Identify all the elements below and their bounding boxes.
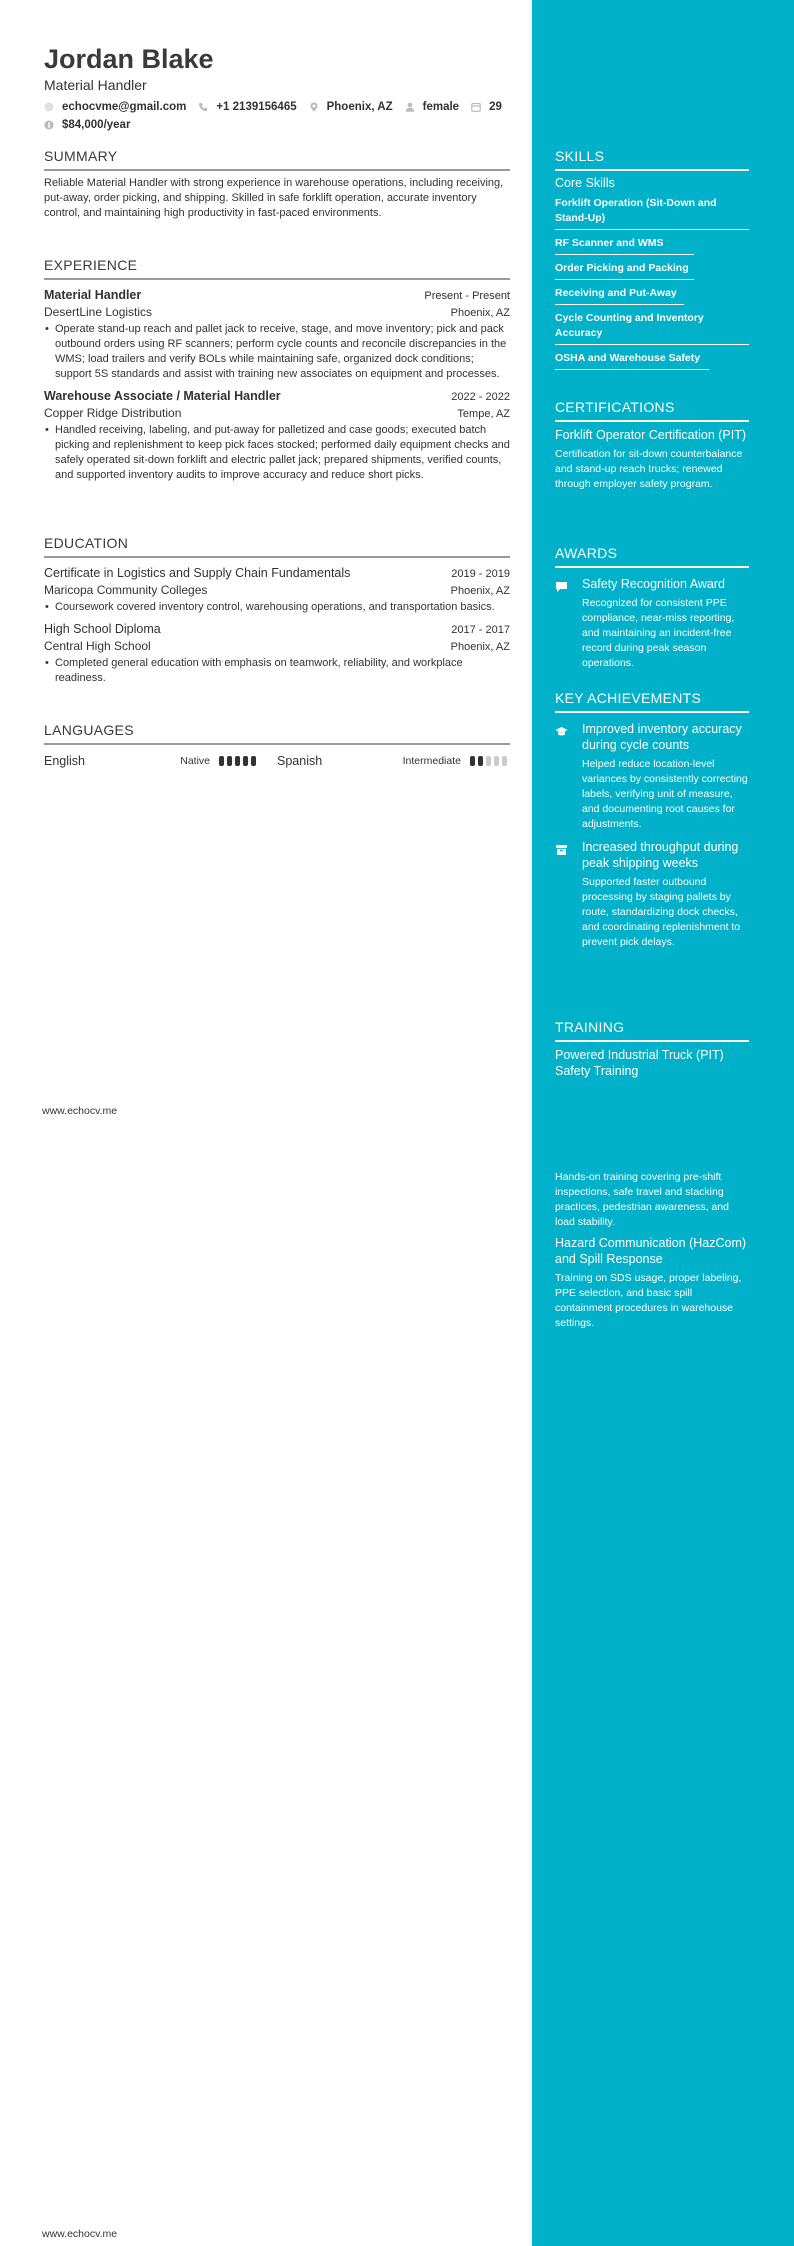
achievements-section [555,690,749,950]
location-text: Phoenix, AZ [326,100,393,113]
achievement-description: Supported faster outbound processing by staging pallets by route, standardizing dock checks, and coordinating replenishment to prevent pick delays. [582,876,741,948]
summary-section [44,148,510,221]
language-name: Spanish [277,754,323,768]
salary-icon [44,120,54,130]
skill-item: OSHA and Warehouse Safety [555,348,709,370]
language-item [44,753,277,769]
education-entry [44,566,510,615]
awards-heading: AWARDS [555,545,749,568]
degree-name: High School Diploma [44,622,161,636]
job-dates: Present - Present [424,290,510,302]
skill-item: RF Scanner and WMS [555,233,694,255]
school-location: Phoenix, AZ [450,585,510,597]
skills-section [555,148,749,370]
person-icon [405,102,415,112]
candidate-title: Material Handler [44,77,147,93]
certifications-section [555,399,749,492]
job-dates: 2022 - 2022 [451,391,510,403]
skill-item: Cycle Counting and Inventory Accuracy [555,308,749,345]
rating-dot-filled [470,756,475,766]
calendar-icon [471,102,481,112]
job-location: Tempe, AZ [457,408,510,420]
location-pin-icon [309,102,319,112]
degree-name: Certificate in Logistics and Supply Chain Fundamentals [44,566,351,580]
languages-heading: LANGUAGES [44,722,510,745]
contact-phone[interactable] [198,101,296,113]
languages-section [44,722,510,769]
contact-age [471,101,502,113]
degree-dates: 2019 - 2019 [451,568,510,580]
job-bullet: • Handled receiving, labeling, and put-away for palletized and case goods; executed batch picking and replenishment to keep pick faces stocked; performed daily equipment checks and safely operated sit-down forklift and electric pallet jack; prepared shipments, verified counts, and supported inventory audits to improve accuracy and reduce short picks. [45,424,510,481]
language-level: Intermediate [402,755,461,767]
education-bullet: • Completed general education with emphasis on teamwork, reliability, and workplace readiness. [45,657,463,684]
gender-text: female [422,100,460,113]
experience-entry [44,389,510,483]
education-section [44,535,510,686]
email-icon [44,102,54,112]
age-text: 29 [489,100,502,113]
achievement-name: Improved inventory accuracy during cycle counts [582,722,742,752]
phone-icon [198,102,208,112]
training-name: Powered Industrial Truck (PIT) Safety Training [555,1048,724,1078]
salary-text: $84,000/year [62,118,131,131]
contact-email[interactable] [44,101,186,113]
skills-subheading: Core Skills [555,176,615,190]
achievement-description: Helped reduce location-level variances by consistently correcting labels, verifying unit of measure, and documenting root causes for adjustments. [582,758,748,830]
rating-dot-empty [502,756,507,766]
job-location: Phoenix, AZ [450,307,510,319]
job-company: Copper Ridge Distribution [44,406,182,420]
footer-website[interactable]: www.echocv.me [42,1105,118,1117]
award-description: Recognized for consistent PPE compliance, near-miss reporting, and maintaining an incident-free record during peak season operations. [582,597,735,669]
rating-dot-filled [219,756,224,766]
contact-gender [405,101,459,113]
education-bullet: • Coursework covered inventory control, warehousing operations, and transportation basics. [45,601,495,613]
skill-item: Receiving and Put-Away [555,283,684,305]
award-item [555,576,749,671]
language-item [277,753,510,769]
footer-website[interactable]: www.echocv.me [42,2228,118,2240]
achievement-item [555,839,749,950]
contact-row [44,116,510,133]
training-heading: TRAINING [555,1019,749,1042]
rating-dot-filled [243,756,248,766]
awards-section [555,545,749,671]
summary-text: Reliable Material Handler with strong experience in warehouse operations, including receiving, put-away, order picking, and shipping. Skilled in safe forklift operation, accurate inventory control, and maintaining high productivity in fast-paced environments. [44,177,504,219]
achievement-name: Increased throughput during peak shipping weeks [582,840,739,870]
certification-description: Certification for sit-down counterbalance and stand-up reach trucks; renewed through employer safety program. [555,448,743,490]
experience-section [44,257,510,483]
skill-item: Forklift Operation (Sit-Down and Stand-Up) [555,193,749,230]
skill-item: Order Picking and Packing [555,258,694,280]
degree-dates: 2017 - 2017 [451,624,510,636]
email-text: echocvme@gmail.com [62,100,187,113]
contact-info [44,98,510,134]
candidate-name: Jordan Blake [44,44,214,74]
graduation-cap-icon [555,726,568,738]
rating-dot-filled [478,756,483,766]
achievements-heading: KEY ACHIEVEMENTS [555,690,749,713]
languages-row [44,745,510,769]
education-heading: EDUCATION [44,535,510,558]
rating-dot-filled [235,756,240,766]
award-name: Safety Recognition Award [582,577,725,591]
rating-dot-empty [486,756,491,766]
skills-heading: SKILLS [555,148,749,171]
job-role: Material Handler [44,288,142,302]
experience-heading: EXPERIENCE [44,257,510,280]
rating-dot-filled [251,756,256,766]
language-name: English [44,754,85,768]
training-section [555,1019,749,1079]
education-entry [44,622,510,686]
rating-dot-filled [227,756,232,766]
contact-location [309,101,393,113]
certification-name: Forklift Operator Certification (PIT) [555,428,747,442]
language-rating [219,756,259,766]
phone-text: +1 2139156465 [216,100,297,113]
job-company: DesertLine Logistics [44,305,153,319]
experience-entry [44,288,510,382]
achievement-item [555,721,749,832]
school-name: Central High School [44,639,151,653]
training-section-continued [555,1166,749,1331]
training-name: Hazard Communication (HazCom) and Spill Response [555,1236,747,1266]
job-bullet: • Operate stand-up reach and pallet jack to receive, stage, and move inventory; pick and pack outbound orders using RF scanners; perform cycle counts and reconcile discrepancies in the WMS; load trailers and verify BOLs while maintaining safe, organized dock conditions; support 5S standards and assist with training new associates on equipment and processes. [45,323,507,380]
rating-dot-empty [494,756,499,766]
language-rating [470,756,510,766]
school-name: Maricopa Community Colleges [44,583,208,597]
summary-heading: SUMMARY [44,148,510,171]
language-level: Native [180,755,210,767]
contact-salary [44,119,130,131]
contact-row [44,98,510,115]
training-description: Training on SDS usage, proper labeling, PPE selection, and basic spill containment procedures in warehouse settings. [555,1272,742,1329]
certifications-heading: CERTIFICATIONS [555,399,749,422]
school-location: Phoenix, AZ [450,641,510,653]
training-description: Hands-on training covering pre-shift inspections, safe travel and stacking practices, pedestrian awareness, and load stability. [555,1171,729,1228]
award-chat-icon [555,581,568,593]
job-role: Warehouse Associate / Material Handler [44,389,281,403]
archive-box-icon [555,844,568,856]
